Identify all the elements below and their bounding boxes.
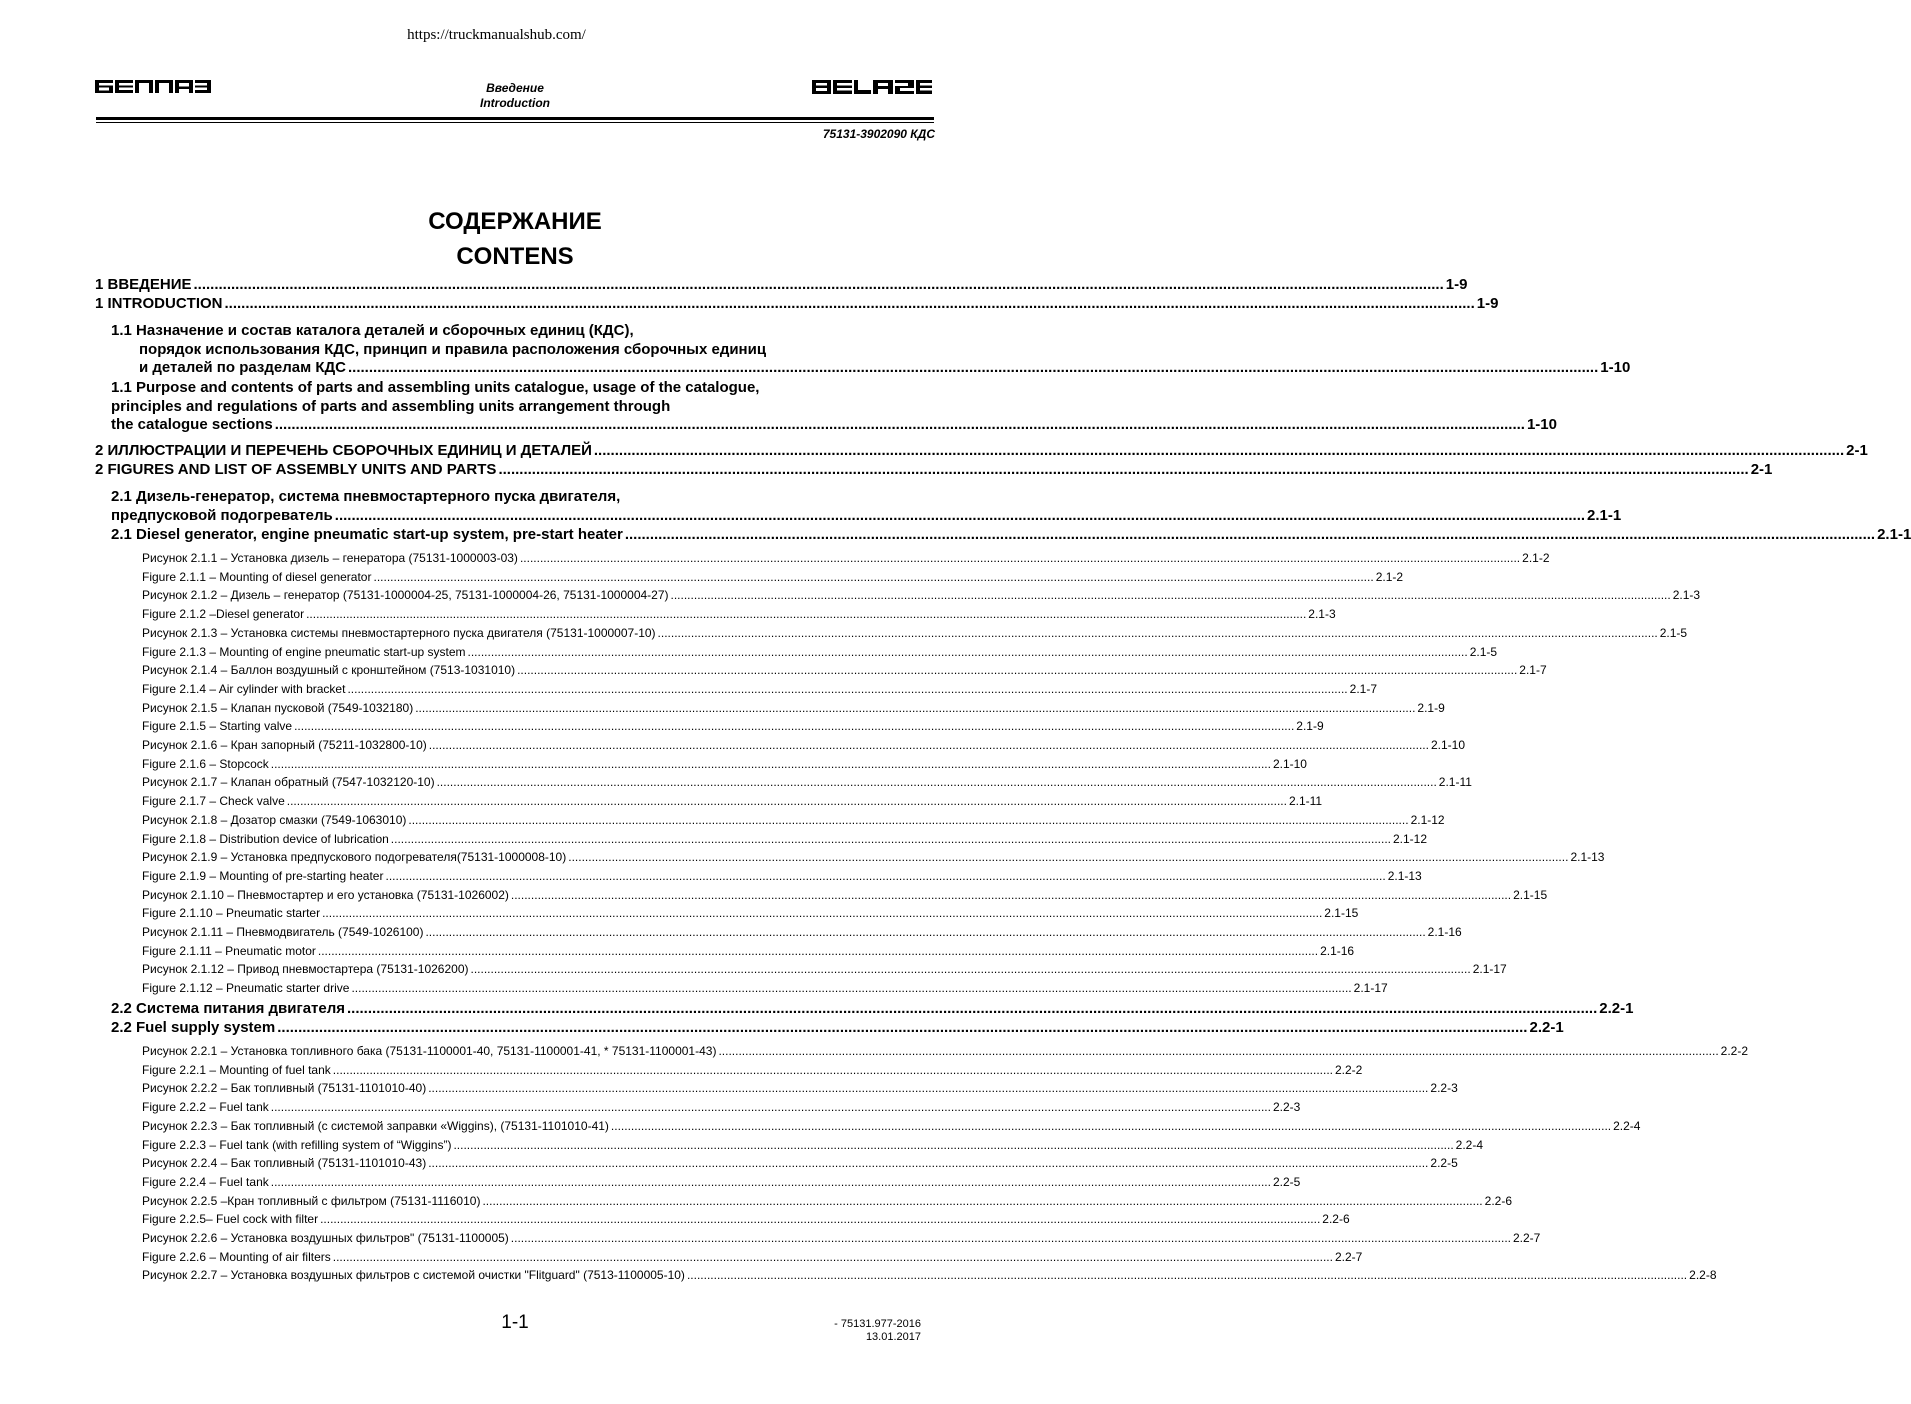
header-rule-thin xyxy=(96,122,934,123)
toc-figure-entry[interactable]: Рисунок 2.2.1 – Установка топливного бака (75131-1100001-40, 75131-1100001-41, * 75131-1100001-43) ............................................................................................................................................................................................................................................................................................................ 2.2-2 xyxy=(142,1044,1749,1058)
toc-figure-entry[interactable]: Рисунок 2.1.2 – Дизель – генератор (75131-1000004-25, 75131-1000004-26, 75131-1000004-27) ............................................................................................................................................................................................................................................................................................................ 2.1-3 xyxy=(142,588,1701,603)
toc-figure-entry[interactable]: Figure 2.2.6 – Mounting of air filters ............................................................................................................................................................................................................................................................................................................ 2.2-7 xyxy=(142,1249,1363,1264)
toc-figure-entry[interactable]: Рисунок 2.1.6 – Кран запорный (75211-1032800-10) ............................................................................................................................................................................................................................................................................................................ 2.1-10 xyxy=(142,738,1465,752)
toc-figure-entry[interactable]: Рисунок 2.1.12 – Привод пневмостартера (75131-1026200) ............................................................................................................................................................................................................................................................................................................ 2.1-17 xyxy=(142,962,1507,977)
toc-figure-entry[interactable]: Figure 2.1.10 – Pneumatic starter ............................................................................................................................................................................................................................................................................................................ 2.1-15 xyxy=(142,906,1359,921)
header-rule-thick xyxy=(96,117,934,120)
footer-reference xyxy=(834,1318,921,1344)
toc-figure-entry[interactable]: Figure 2.2.2 – Fuel tank ............................................................................................................................................................................................................................................................................................................ 2.2-3 xyxy=(142,1100,1301,1115)
toc-figure-entry[interactable]: Рисунок 2.1.10 – Пневмостартер и его установка (75131-1026002) ............................................................................................................................................................................................................................................................................................................ 2.1-15 xyxy=(142,887,1548,902)
toc-figure-entry[interactable]: Figure 2.2.4 – Fuel tank ............................................................................................................................................................................................................................................................................................................ 2.2-5 xyxy=(142,1174,1301,1189)
toc-entry-2-2-ru[interactable]: 2.2 Система питания двигателя ............................................................................................................................................................................................................................................................................................................ 2.2-1 xyxy=(111,1000,1634,1017)
toc-figure-entry[interactable]: Рисунок 2.2.4 – Бак топливный (75131-1101010-43) ............................................................................................................................................................................................................................................................................................................ 2.2-5 xyxy=(142,1156,1458,1171)
section-title-ru: Введение xyxy=(486,81,544,95)
toc-figure-entry[interactable]: Рисунок 2.1.5 – Клапан пусковой (7549-1032180) ............................................................................................................................................................................................................................................................................................................ 2.1-9 xyxy=(142,700,1445,715)
toc-figure-entry[interactable]: Figure 2.1.8 – Distribution device of lubrication ............................................................................................................................................................................................................................................................................................................ 2.1-12 xyxy=(142,831,1428,846)
toc-entry-1-1-en-line3[interactable]: the catalogue sections ............................................................................................................................................................................................................................................................................................................ 1-10 xyxy=(111,416,1557,433)
toc-entry-2-1-en[interactable]: 2.1 Diesel generator, engine pneumatic start-up system, pre-start heater ............................................................................................................................................................................................................................................................................................................ 2.1-1 xyxy=(111,526,1911,543)
toc-figure-entry[interactable]: Figure 2.1.3 – Mounting of engine pneumatic start-up system ............................................................................................................................................................................................................................................................................................................ 2.1-5 xyxy=(142,644,1498,659)
toc-entry-2-2-en[interactable]: 2.2 Fuel supply system ............................................................................................................................................................................................................................................................................................................ 2.2-1 xyxy=(111,1019,1564,1036)
toc-entry-introduction-ru[interactable]: 1 ВВЕДЕНИЕ ............................................................................................................................................................................................................................................................................................................ 1-9 xyxy=(95,276,1468,293)
contents-title-ru: СОДЕРЖАНИЕ xyxy=(428,208,602,235)
toc-entry-1-1-ru-line1[interactable]: 1.1 Назначение и состав каталога деталей и сборочных единиц (КДС), xyxy=(111,322,634,339)
toc-figure-entry[interactable]: Рисунок 2.1.1 – Установка дизель – генератора (75131-1000003-03) ............................................................................................................................................................................................................................................................................................................ 2.1-2 xyxy=(142,551,1550,565)
toc-entry-section-2-ru[interactable]: 2 ИЛЛЮСТРАЦИИ И ПЕРЕЧЕНЬ СБОРОЧНЫХ ЕДИНИЦ И ДЕТАЛЕЙ ............................................................................................................................................................................................................................................................................................................ 2-1 xyxy=(95,442,1868,459)
toc-figure-entry[interactable]: Рисунок 2.2.2 – Бак топливный (75131-1101010-40) ............................................................................................................................................................................................................................................................................................................ 2.2-3 xyxy=(142,1081,1458,1096)
document-code: 75131-3902090 КДС xyxy=(822,127,935,141)
toc-entry-2-1-ru-line1[interactable]: 2.1 Дизель-генератор, система пневмостартерного пуска двигателя, xyxy=(111,488,621,505)
section-title-en: Introduction xyxy=(480,96,550,110)
contents-title-en: CONTENS xyxy=(456,243,574,270)
toc-figure-entry[interactable]: Рисунок 2.2.3 – Бак топливный (с системой заправки «Wiggins), (75131-1101010-41) ............................................................................................................................................................................................................................................................................................................ 2.2-4 xyxy=(142,1118,1641,1133)
toc-figure-entry[interactable]: Figure 2.2.1 – Mounting of fuel tank ............................................................................................................................................................................................................................................................................................................ 2.2-2 xyxy=(142,1062,1363,1077)
toc-entry-1-1-ru-line2[interactable]: порядок использования КДС, принцип и правила расположения сборочных единиц xyxy=(139,341,767,358)
toc-entry-1-1-en-line1[interactable]: 1.1 Purpose and contents of parts and assembling units catalogue, usage of the catalogue, xyxy=(111,379,760,396)
toc-figure-entry[interactable]: Figure 2.1.11 – Pneumatic motor ............................................................................................................................................................................................................................................................................................................ 2.1-16 xyxy=(142,943,1355,958)
toc-figure-entry[interactable]: Figure 2.1.4 – Air cylinder with bracket ............................................................................................................................................................................................................................................................................................................ 2.1-7 xyxy=(142,681,1377,696)
toc-figure-entry[interactable]: Рисунок 2.2.5 –Кран топливный с фильтром (75131-1116010) ............................................................................................................................................................................................................................................................................................................ 2.2-6 xyxy=(142,1193,1512,1208)
toc-figure-entry[interactable]: Рисунок 2.1.9 – Установка предпускового подогревателя(75131-1000008-10) ............................................................................................................................................................................................................................................................................................................ 2.1-13 xyxy=(142,850,1605,865)
footer-ref-date: 13.01.2017 xyxy=(865,1331,921,1343)
toc-figure-entry[interactable]: Figure 2.1.9 – Mounting of pre-starting heater ............................................................................................................................................................................................................................................................................................................ 2.1-13 xyxy=(142,868,1422,883)
toc-figure-entry[interactable]: Figure 2.2.3 – Fuel tank (with refilling system of “Wiggins”) ............................................................................................................................................................................................................................................................................................................ 2.2-4 xyxy=(142,1137,1484,1152)
belaz-latin-logo xyxy=(812,80,932,94)
toc-entry-2-1-ru-line2[interactable]: предпусковой подогреватель ............................................................................................................................................................................................................................................................................................................ 2.1-1 xyxy=(111,507,1622,524)
toc-figure-entry[interactable]: Figure 2.1.12 – Pneumatic starter drive ............................................................................................................................................................................................................................................................................................................ 2.1-17 xyxy=(142,981,1388,996)
toc-figure-entry[interactable]: Figure 2.1.2 –Diesel generator ............................................................................................................................................................................................................................................................................................................ 2.1-3 xyxy=(142,607,1336,622)
toc-figure-entry[interactable]: Рисунок 2.1.8 – Дозатор смазки (7549-1063010) ............................................................................................................................................................................................................................................................................................................ 2.1-12 xyxy=(142,812,1445,827)
footer-ref-code: - 75131.977-2016 xyxy=(834,1318,921,1330)
toc-figure-entry[interactable]: Figure 2.2.5– Fuel cock with filter ............................................................................................................................................................................................................................................................................................................ 2.2-6 xyxy=(142,1212,1350,1227)
toc-figure-entry[interactable]: Рисунок 2.1.11 – Пневмодвигатель (7549-1026100) ............................................................................................................................................................................................................................................................................................................ 2.1-16 xyxy=(142,925,1462,939)
toc-figure-entry[interactable]: Рисунок 2.1.7 – Клапан обратный (7547-1032120-10) ............................................................................................................................................................................................................................................................................................................ 2.1-11 xyxy=(142,775,1472,790)
toc-figure-entry[interactable]: Рисунок 2.1.4 – Баллон воздушный с кронштейном (7513-1031010) ............................................................................................................................................................................................................................................................................................................ 2.1-7 xyxy=(142,663,1547,678)
toc-entry-section-2-en[interactable]: 2 FIGURES AND LIST OF ASSEMBLY UNITS AND PARTS ............................................................................................................................................................................................................................................................................................................ 2-1 xyxy=(95,461,1773,478)
toc-entry-1-1-ru-line3[interactable]: и деталей по разделам КДС ............................................................................................................................................................................................................................................................................................................ 1-10 xyxy=(139,359,1631,376)
toc-figure-entry[interactable]: Рисунок 2.2.7 – Установка воздушных фильтров с системой очистки "Flitguard" (7513-1100005-10) ............................................................................................................................................................................................................................................................................................................ 2.2-8 xyxy=(142,1268,1717,1283)
page-number: 1-1 xyxy=(501,1312,529,1333)
toc-figure-entry[interactable]: Figure 2.1.6 – Stopcock ............................................................................................................................................................................................................................................................................................................ 2.1-10 xyxy=(142,756,1307,771)
toc-figure-entry[interactable]: Figure 2.1.5 – Starting valve ............................................................................................................................................................................................................................................................................................................ 2.1-9 xyxy=(142,719,1324,734)
toc-figure-entry[interactable]: Рисунок 2.1.3 – Установка системы пневмостартерного пуска двигателя (75131-1000007-10) ............................................................................................................................................................................................................................................................................................................ 2.1-5 xyxy=(142,625,1688,640)
toc-figure-entry[interactable]: Figure 2.1.7 – Check valve ............................................................................................................................................................................................................................................................................................................ 2.1-11 xyxy=(142,794,1323,809)
source-url[interactable]: https://truckmanualshub.com/ xyxy=(407,27,586,43)
toc-figure-entry[interactable]: Figure 2.1.1 – Mounting of diesel generator ............................................................................................................................................................................................................................................................................................................ 2.1-2 xyxy=(142,569,1404,584)
toc-entry-1-1-en-line2[interactable]: principles and regulations of parts and assembling units arrangement through xyxy=(111,398,671,415)
toc-entry-introduction-en[interactable]: 1 INTRODUCTION ............................................................................................................................................................................................................................................................................................................ 1-9 xyxy=(95,295,1499,312)
toc-figure-entry[interactable]: Рисунок 2.2.6 – Установка воздушных фильтров" (75131-1100005) ............................................................................................................................................................................................................................................................................................................ 2.2-7 xyxy=(142,1231,1541,1245)
